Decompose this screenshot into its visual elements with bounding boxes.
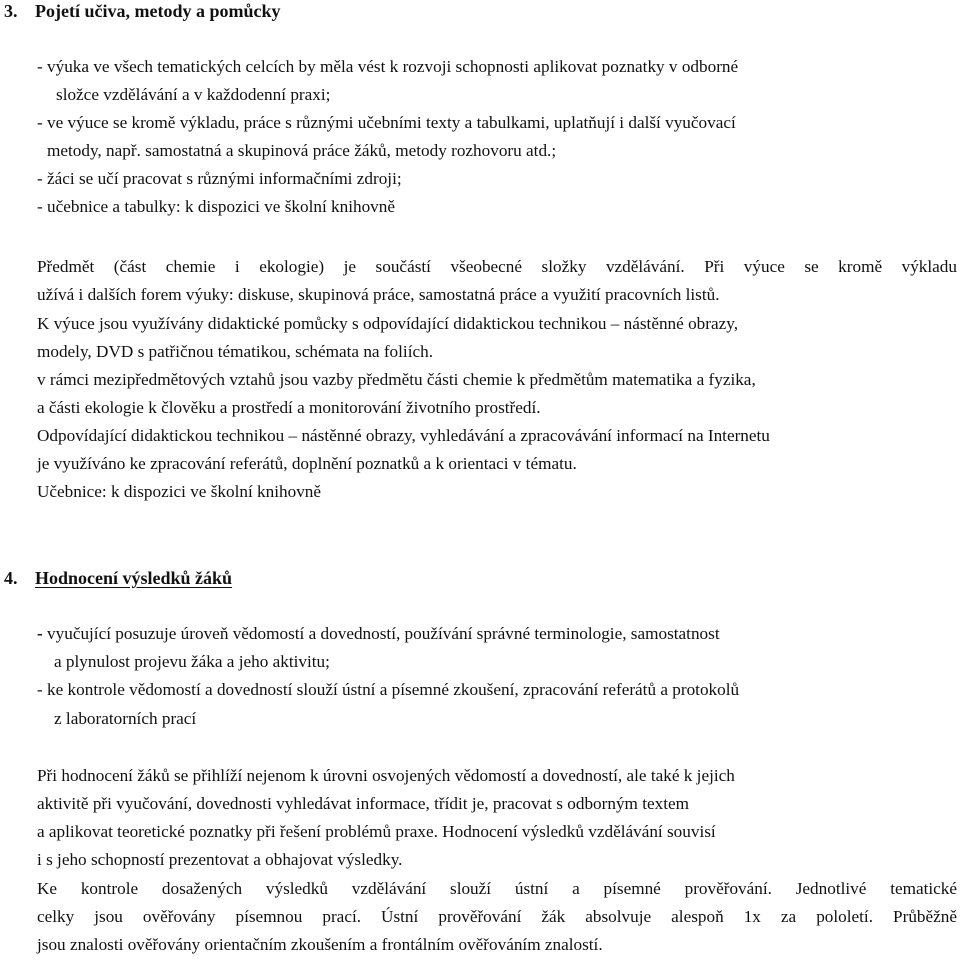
section-3-heading xyxy=(4,0,280,25)
s3-paragraph-line: a části ekologie k člověku a prostředí a monitorování životního prostředí. xyxy=(37,398,541,417)
s4-paragraph-line: celky jsou ověřovány písemnou prací. Ústní prověřování žák absolvuje alespoň 1x za pololetí. Průběžně xyxy=(37,907,957,926)
s4-paragraph-line: Při hodnocení žáků se přihlíží nejenom k úrovni osvojených vědomostí a dovedností, ale také k jejich xyxy=(37,766,735,785)
s4-bullet-1 xyxy=(37,620,720,648)
s3-bullet-2: - ve výuce se kromě výkladu, práce s různými učebními texty a tabulkami, uplatňují i další vyučovací xyxy=(37,113,736,132)
s4-bullet-2: - ke kontrole vědomostí a dovedností slouží ústní a písemné zkoušení, zpracování referátů a protokolů xyxy=(37,680,740,699)
s4-paragraph-line: a aplikovat teoretické poznatky při řešení problémů praxe. Hodnocení výsledků vzdělávání souvisí xyxy=(37,822,716,841)
s4-bullet-1-text: vyučující posuzuje úroveň vědomostí a dovedností, používání správné terminologie, samostatnost xyxy=(42,624,720,643)
s3-bullet-1-cont: složce vzdělávání a v každodenní praxi; xyxy=(56,85,331,104)
s3-paragraph-line: Učebnice: k dispozici ve školní knihovně xyxy=(37,482,322,501)
s3-bullet-4: - učebnice a tabulky: k dispozici ve školní knihovně xyxy=(37,197,395,216)
section-3-number: 3. xyxy=(4,1,18,21)
s3-paragraph-line: v rámci mezipředmětových vztahů jsou vazby předmětu části chemie k předmětům matematika a fyzika, xyxy=(37,370,756,389)
s4-bullet-2-cont: z laboratorních prací xyxy=(54,709,197,728)
s3-paragraph-line: Předmět (část chemie i ekologie) je součástí všeobecné složky vzdělávání. Při výuce se kromě výkladu xyxy=(37,257,957,276)
s3-bullet-3: - žáci se učí pracovat s různými informačními zdroji; xyxy=(37,169,402,188)
s3-paragraph-line: užívá i dalších forem výuky: diskuse, skupinová práce, samostatná práce a využití pracovních listů. xyxy=(37,285,720,304)
s4-paragraph-line: Ke kontrole dosažených výsledků vzdělávání slouží ústní a písemné prověřování. Jednotlivé tematické xyxy=(37,879,957,898)
s3-bullet-2-cont: metody, např. samostatná a skupinová práce žáků, metody rozhovoru atd.; xyxy=(47,141,557,160)
s3-paragraph-line: je využíváno ke zpracování referátů, doplnění poznatků a k orientaci v tématu. xyxy=(37,454,577,473)
s4-paragraph-line: i s jeho schopností prezentovat a obhajovat výsledky. xyxy=(37,850,403,869)
s4-paragraph-line: jsou znalosti ověřovány orientačním zkoušením a frontálním ověřováním znalostí. xyxy=(37,935,603,954)
section-4-title: Hodnocení výsledků žáků xyxy=(35,568,233,588)
section-4-heading xyxy=(4,564,232,592)
s4-bullet-1-cont: a plynulost projevu žáka a jeho aktivitu; xyxy=(54,652,330,671)
s3-bullet-1: - výuka ve všech tematických celcích by měla vést k rozvoji schopnosti aplikovat poznatky v odborné xyxy=(37,57,739,76)
s3-paragraph-line: K výuce jsou využívány didaktické pomůcky s odpovídající didaktickou technikou – nástěnné obrazy, xyxy=(37,314,739,333)
section-4-number: 4. xyxy=(4,568,18,588)
s4-paragraph-line: aktivitě při vyučování, dovednosti vyhledávat informace, třídit je, pracovat s odborným textem xyxy=(37,794,689,813)
s3-paragraph-line: modely, DVD s patřičnou tématikou, schémata na foliích. xyxy=(37,342,433,361)
s3-paragraph-line: Odpovídající didaktickou technikou – nástěnné obrazy, vyhledávání a zpracovávání informací na Internetu xyxy=(37,426,770,445)
section-3-title: Pojetí učiva, metody a pomůcky xyxy=(35,1,281,21)
s4-bullet-1-dash: - xyxy=(37,624,43,643)
